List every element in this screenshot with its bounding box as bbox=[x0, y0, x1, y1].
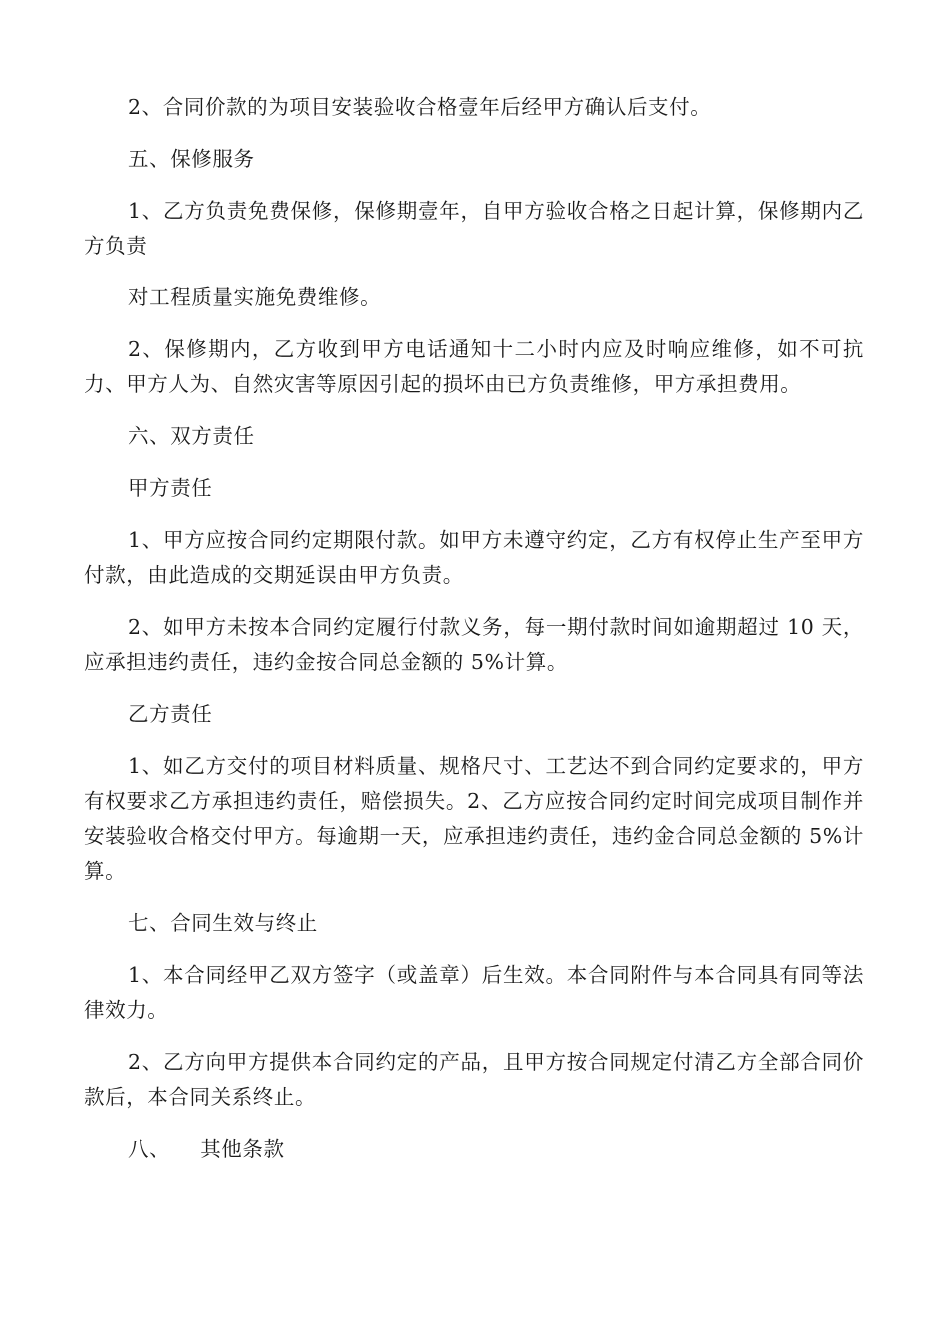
section-heading-other-terms bbox=[84, 1132, 864, 1167]
paragraph-warranty-1: 1、乙方负责免费保修，保修期壹年，自甲方验收合格之日起计算，保修期内乙方负责 bbox=[84, 199, 864, 258]
paragraph-party-a-1: 1、甲方应按合同约定期限付款。如甲方未遵守约定，乙方有权停止生产至甲方付款，由此造成的交期延误由甲方负责。 bbox=[84, 528, 864, 587]
paragraph-warranty-1-cont: 对工程质量实施免费维修。 bbox=[128, 285, 382, 309]
paragraph-payment-terms: 2、合同价款的为项目安装验收合格壹年后经甲方确认后支付。 bbox=[128, 95, 712, 119]
section-heading-responsibilities: 六、双方责任 bbox=[128, 424, 255, 448]
paragraph-effect-2: 2、乙方向甲方提供本合同约定的产品，且甲方按合同规定付清乙方全部合同价款后，本合同关系终止。 bbox=[84, 1050, 864, 1109]
document-page bbox=[84, 90, 864, 1184]
section-number: 八、 bbox=[128, 1137, 171, 1161]
section-title: 其他条款 bbox=[200, 1137, 285, 1161]
section-heading-warranty: 五、保修服务 bbox=[128, 147, 255, 171]
section-heading-effect-termination: 七、合同生效与终止 bbox=[128, 911, 318, 935]
paragraph-party-b: 1、如乙方交付的项目材料质量、规格尺寸、工艺达不到合同约定要求的，甲方有权要求乙方承担违约责任，赔偿损失。2、乙方应按合同约定时间完成项目制作并安装验收合格交付甲方。每逾期一天，应承担违约责任，违约金合同总金额的 5%计算。 bbox=[84, 754, 864, 883]
paragraph-party-a-2: 2、如甲方未按本合同约定履行付款义务，每一期付款时间如逾期超过 10 天，应承担违约责任，违约金按合同总金额的 5%计算。 bbox=[84, 615, 864, 674]
subheading-party-b: 乙方责任 bbox=[128, 702, 213, 726]
paragraph-effect-1: 1、本合同经甲乙双方签字（或盖章）后生效。本合同附件与本合同具有同等法律效力。 bbox=[84, 963, 864, 1022]
subheading-party-a: 甲方责任 bbox=[128, 476, 213, 500]
paragraph-warranty-2: 2、保修期内，乙方收到甲方电话通知十二小时内应及时响应维修，如不可抗力、甲方人为、自然灾害等原因引起的损坏由已方负责维修，甲方承担费用。 bbox=[84, 337, 864, 396]
